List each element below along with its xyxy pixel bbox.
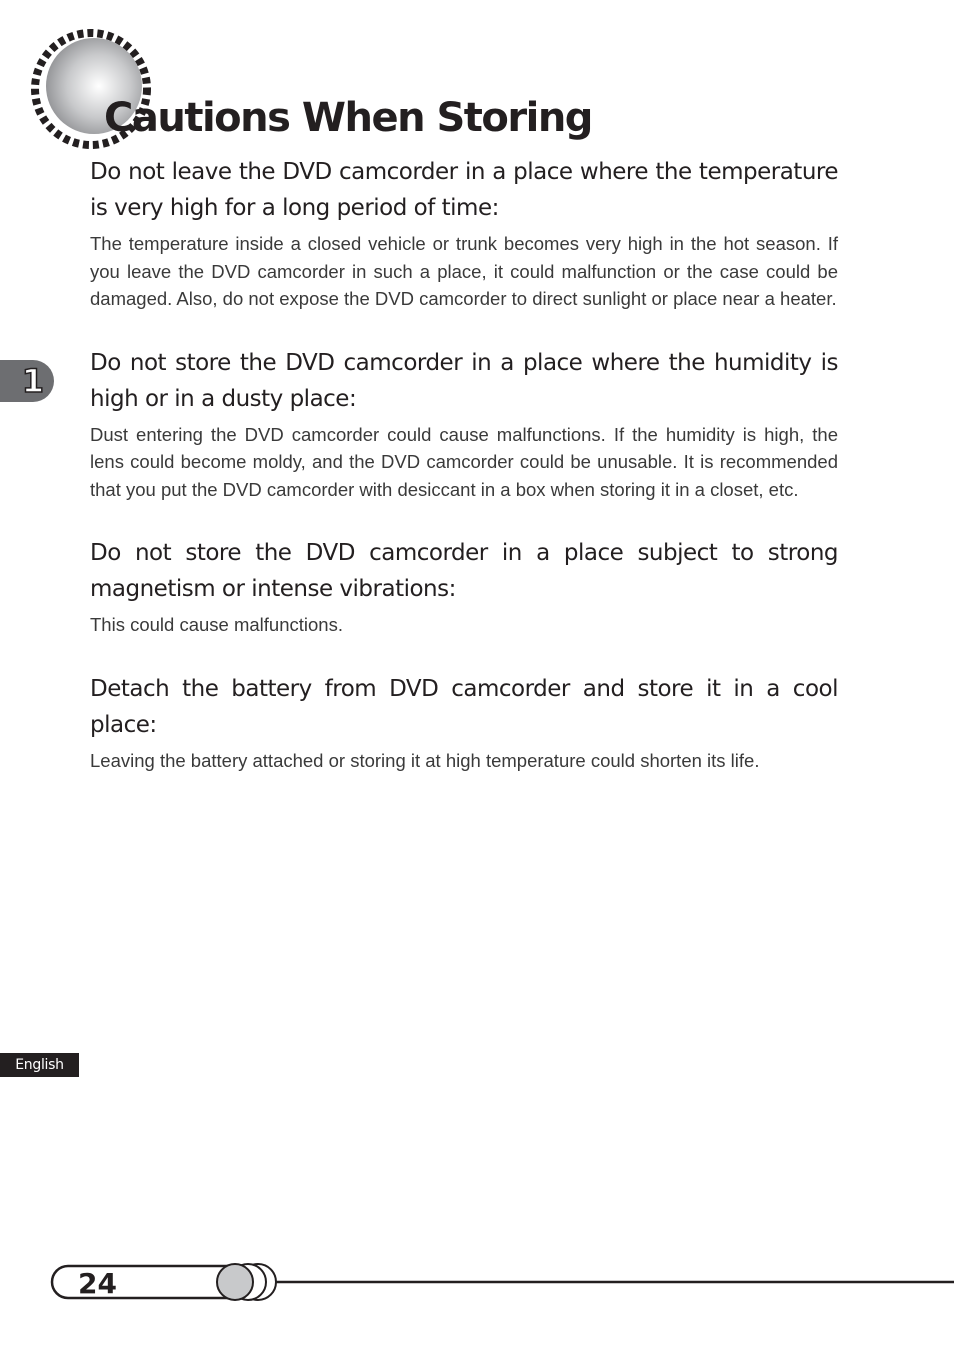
caution-section	[90, 535, 838, 639]
page-title: Cautions When Storing	[104, 95, 592, 141]
chapter-number: 1	[21, 362, 44, 400]
chapter-tab	[0, 360, 54, 402]
caution-section	[90, 154, 838, 313]
page-number: 24	[78, 1267, 117, 1300]
language-tab: English	[0, 1053, 79, 1077]
caution-body: The temperature inside a closed vehicle or trunk becomes very high in the hot season. If you leave the DVD camcorder in such a place, it could malfunction or the case could be damaged. Also, do not expose the DVD camcorder to direct sunlight or place near a heater.	[90, 233, 838, 309]
caution-heading: Do not store the DVD camcorder in a place subject to strong magnetism or intense vibrations:	[90, 540, 838, 602]
caution-heading: Do not store the DVD camcorder in a place where the humidity is high or in a dusty place:	[90, 349, 838, 412]
caution-heading: Do not leave the DVD camcorder in a place where the temperature is very high for a long period of time:	[90, 159, 838, 221]
caution-body: Leaving the battery attached or storing it at high temperature could shorten its life.	[90, 749, 760, 771]
caution-section	[90, 345, 838, 504]
footer-bar	[0, 1260, 954, 1308]
caution-section	[90, 671, 838, 775]
caution-heading: Detach the battery from DVD camcorder and store it in a cool place:	[90, 675, 838, 738]
caution-body: Dust entering the DVD camcorder could cause malfunctions. If the humidity is high, the lens could become moldy, and the DVD camcorder could be unusable. It is recommended that you put the DVD camcorder with desiccant in a box when storing it in a closet, etc.	[90, 423, 838, 500]
content-area	[90, 154, 838, 774]
caution-body: This could cause malfunctions.	[90, 614, 343, 635]
